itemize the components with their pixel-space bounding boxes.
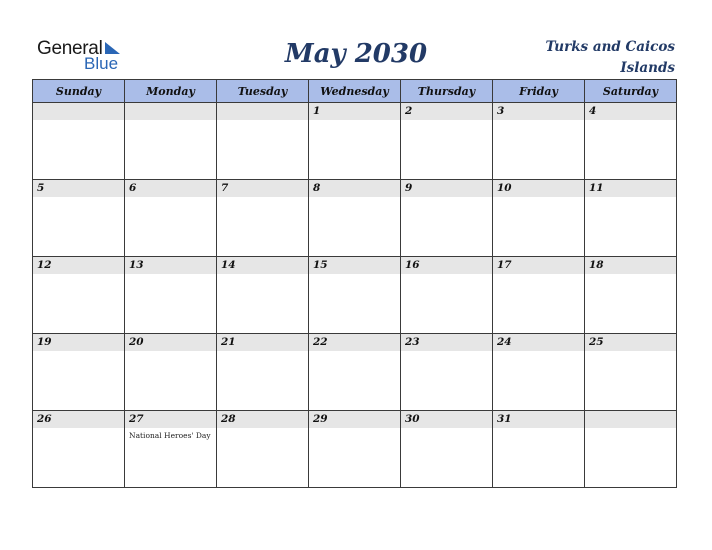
- day-cell: [217, 180, 309, 257]
- logo-text-blue: Blue: [84, 54, 119, 73]
- day-number: 11: [589, 182, 604, 194]
- weekday-header-thursday: Thursday: [401, 80, 493, 103]
- day-number: 4: [589, 105, 597, 117]
- day-number: 12: [37, 259, 52, 271]
- day-number: 17: [497, 259, 512, 271]
- week-row: [33, 411, 677, 488]
- weekday-header-saturday: Saturday: [585, 80, 677, 103]
- day-number: 31: [497, 413, 512, 425]
- day-number: 30: [405, 413, 420, 425]
- day-cell: [585, 103, 677, 180]
- day-number: 29: [313, 413, 328, 425]
- day-number: 27: [129, 413, 144, 425]
- week-row: [33, 257, 677, 334]
- day-cell: [33, 257, 125, 334]
- day-band: [125, 103, 216, 120]
- weekday-header-friday: Friday: [493, 80, 585, 103]
- week-row: [33, 180, 677, 257]
- day-number: 2: [405, 105, 413, 117]
- day-cell: [125, 334, 217, 411]
- day-number: 10: [497, 182, 512, 194]
- day-band: [585, 103, 676, 120]
- empty-day-cell: [33, 103, 125, 180]
- day-cell: [493, 411, 585, 488]
- day-cell: [125, 180, 217, 257]
- day-cell: [493, 180, 585, 257]
- day-cell: [401, 334, 493, 411]
- day-cell: [401, 257, 493, 334]
- empty-day-cell: [217, 103, 309, 180]
- empty-day-cell: [585, 411, 677, 488]
- week-row: [33, 103, 677, 180]
- day-number: 24: [497, 336, 512, 348]
- day-cell: [493, 334, 585, 411]
- region-name: Turks and Caicos Islands: [545, 39, 675, 76]
- day-cell: [309, 334, 401, 411]
- logo-text-general: General: [37, 38, 103, 59]
- day-cell: [401, 180, 493, 257]
- day-number: 22: [313, 336, 328, 348]
- day-number: 6: [129, 182, 137, 194]
- day-cell: [585, 180, 677, 257]
- day-cell: [309, 180, 401, 257]
- day-number: 18: [589, 259, 604, 271]
- day-cell: [309, 411, 401, 488]
- day-number: 16: [405, 259, 420, 271]
- day-number: 19: [37, 336, 52, 348]
- day-band: [125, 180, 216, 197]
- day-number: 20: [129, 336, 144, 348]
- day-number: 25: [589, 336, 604, 348]
- day-number: 3: [497, 105, 505, 117]
- weekday-header-sunday: Sunday: [33, 80, 125, 103]
- day-cell: [125, 411, 217, 488]
- week-row: [33, 334, 677, 411]
- day-cell: [585, 334, 677, 411]
- day-band: [217, 103, 308, 120]
- day-cell: [309, 257, 401, 334]
- day-number: 7: [221, 182, 229, 194]
- day-number: 26: [37, 413, 52, 425]
- weekday-header-monday: Monday: [125, 80, 217, 103]
- day-band: [401, 180, 492, 197]
- day-band: [309, 180, 400, 197]
- day-number: 5: [37, 182, 45, 194]
- day-cell: [125, 257, 217, 334]
- weekday-header-wednesday: Wednesday: [309, 80, 401, 103]
- calendar-title: May 2030: [284, 39, 428, 69]
- day-band: [401, 103, 492, 120]
- day-number: 14: [221, 259, 236, 271]
- day-number: 23: [405, 336, 420, 348]
- day-number: 13: [129, 259, 144, 271]
- day-band: [585, 411, 676, 428]
- day-band: [33, 180, 124, 197]
- day-cell: [401, 103, 493, 180]
- holiday-label: National Heroes' Day: [129, 431, 211, 440]
- day-cell: [33, 180, 125, 257]
- weekday-header-tuesday: Tuesday: [217, 80, 309, 103]
- day-number: 8: [313, 182, 321, 194]
- day-band: [493, 103, 584, 120]
- empty-day-cell: [125, 103, 217, 180]
- day-cell: [585, 257, 677, 334]
- day-cell: [309, 103, 401, 180]
- day-number: 21: [221, 336, 236, 348]
- day-cell: [217, 334, 309, 411]
- day-number: 9: [405, 182, 413, 194]
- day-number: 28: [221, 413, 236, 425]
- day-number: 15: [313, 259, 328, 271]
- day-band: [217, 180, 308, 197]
- day-cell: [493, 103, 585, 180]
- day-cell: [217, 257, 309, 334]
- calendar-grid: [32, 79, 677, 488]
- calendar-body: [33, 103, 677, 488]
- day-number: 1: [313, 105, 321, 117]
- day-band: [33, 103, 124, 120]
- day-band: [309, 103, 400, 120]
- day-cell: [217, 411, 309, 488]
- day-cell: [33, 334, 125, 411]
- day-cell: [493, 257, 585, 334]
- day-cell: [401, 411, 493, 488]
- weekday-header-row: [33, 80, 677, 103]
- day-cell: [33, 411, 125, 488]
